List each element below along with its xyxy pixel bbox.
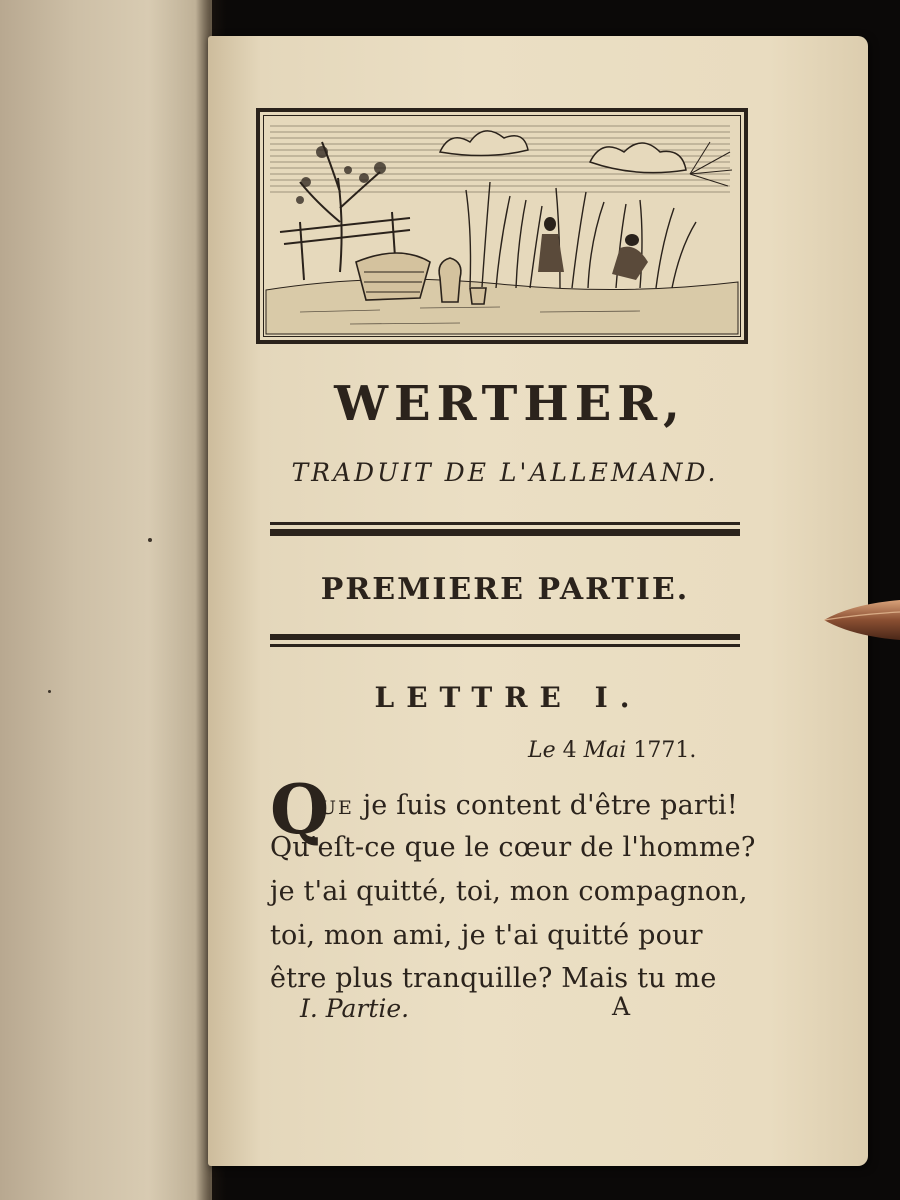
- body-line-1: [320, 790, 738, 821]
- letter-date: [528, 738, 696, 763]
- part-heading: PREMIERE PARTIE.: [320, 572, 690, 607]
- signature-mark: A: [612, 992, 631, 1021]
- title-page: [208, 36, 868, 1166]
- date-day: 4: [562, 738, 577, 763]
- date-prefix: Le: [528, 738, 556, 763]
- signature-line: I. Partie.: [300, 994, 410, 1023]
- paper-speck: [48, 690, 51, 693]
- body-line-3: je t'ai quitté, toi, mon compagnon,: [270, 876, 748, 907]
- book-title: WERTHER,: [334, 376, 686, 432]
- body-line-5: être plus tranquille? Mais tu me: [270, 963, 717, 994]
- book-subtitle: TRADUIT DE L'ALLEMAND.: [291, 458, 719, 487]
- copper-page-clip-icon: [822, 598, 900, 642]
- letter-heading: LETTRE I.: [374, 681, 642, 714]
- first-word-small-caps: UE: [320, 797, 354, 819]
- woodcut-vignette: [256, 108, 748, 344]
- body-line-1-text: je ſuis content d'être parti!: [362, 790, 738, 821]
- double-rule-bottom-second: [270, 644, 740, 647]
- paper-speck: [148, 538, 152, 542]
- left-endpaper: [0, 0, 212, 1200]
- body-line-2: Qu'eſt-ce que le cœur de l'homme?: [270, 832, 756, 863]
- date-year: 1771.: [633, 738, 697, 763]
- double-rule-bottom: [270, 634, 740, 640]
- drop-cap: Q: [270, 770, 330, 850]
- double-rule-top: [270, 522, 740, 525]
- body-line-4: toi, mon ami, je t'ai quitté pour: [270, 920, 703, 951]
- date-month: Mai: [583, 738, 627, 763]
- pastoral-woodcut-icon: [260, 112, 744, 340]
- double-rule-top-second: [270, 529, 740, 536]
